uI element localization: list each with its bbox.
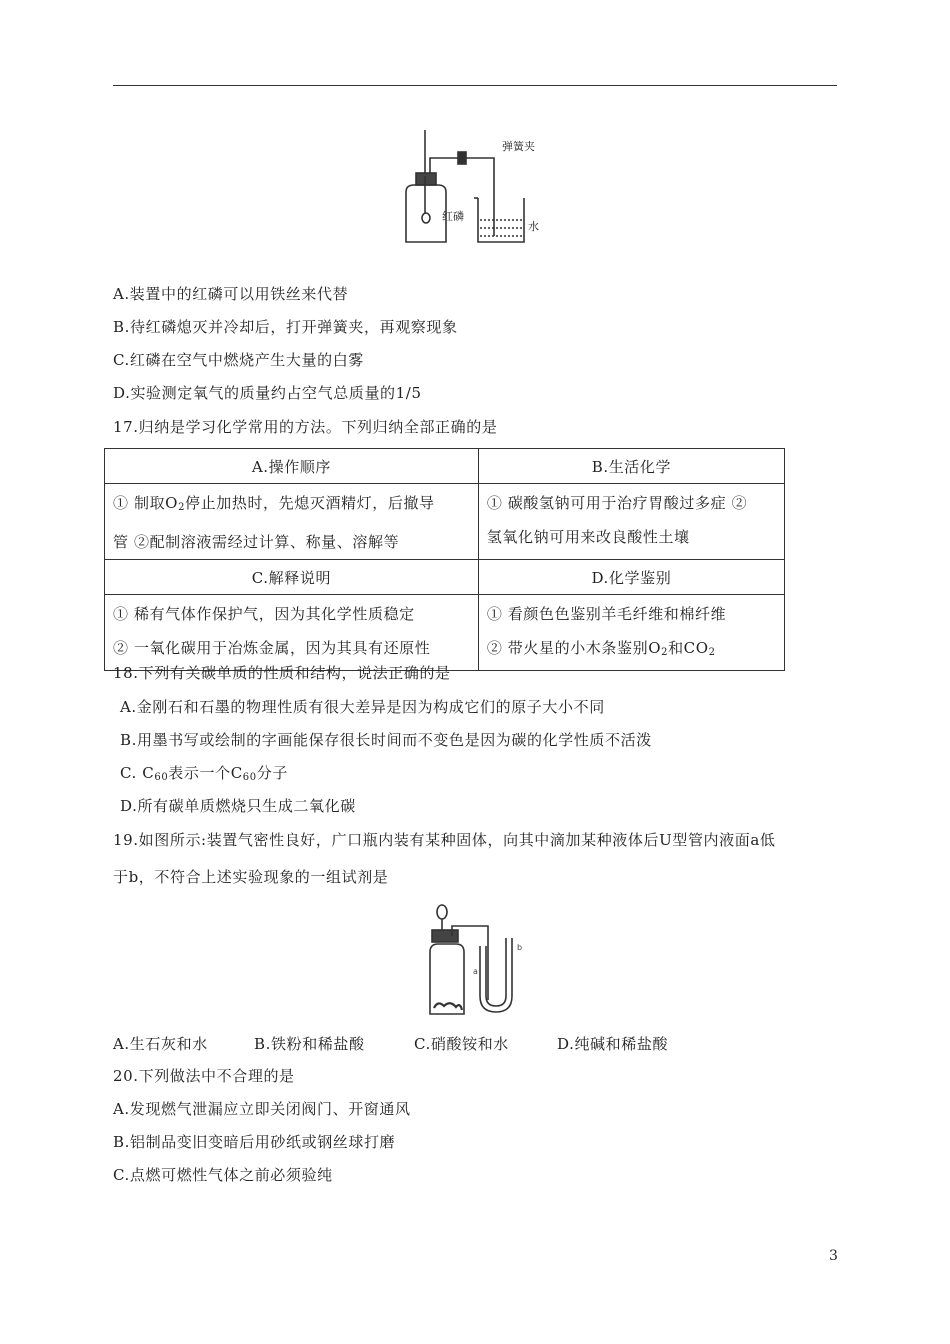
q19-option-d: D.纯碱和稀盐酸 bbox=[557, 1035, 669, 1053]
q19-option-b: B.铁粉和稀盐酸 bbox=[254, 1035, 365, 1053]
q16-option-d: D.实验测定氧气的质量约占空气总质量的1/5 bbox=[113, 384, 422, 402]
label-red-phosphorus: 红磷 bbox=[442, 210, 464, 223]
q17-a-line-2: 管 ②配制溶液需经过计算、称量、溶解等 bbox=[113, 533, 400, 551]
q19-stem-line-1: 19.如图所示:装置气密性良好，广口瓶内装有某种固体，向其中滴加某种液体后U型管内液面a低 bbox=[113, 831, 776, 849]
header-rule bbox=[113, 85, 837, 86]
q19-option-a: A.生石灰和水 bbox=[113, 1035, 208, 1053]
q17-b-line-2: 氢氧化钠可用来改良酸性土壤 bbox=[486, 528, 690, 546]
q18-option-a: A.金刚石和石墨的物理性质有很大差异是因为构成它们的原子大小不同 bbox=[120, 698, 605, 716]
label-clip: 弹簧夹 bbox=[502, 140, 535, 153]
q17-b-header: B.生活化学 bbox=[478, 449, 784, 484]
q17-c-header: C.解释说明 bbox=[105, 560, 479, 595]
q18-option-b: B.用墨书写或绘制的字画能保存很长时间而不变色是因为碳的化学性质不活泼 bbox=[120, 731, 652, 749]
q18-option-c: C. $C_{60}$表示一个$C_{60}$分子 bbox=[120, 764, 288, 783]
label-a: a bbox=[473, 967, 478, 976]
q16-option-c: C.红磷在空气中燃烧产生大量的白雾 bbox=[113, 351, 364, 369]
q17-c-line-1: ① 稀有气体作保护气，因为其化学性质稳定 bbox=[113, 605, 415, 623]
q17-b-line-1: ① 碳酸氢钠可用于治疗胃酸过多症 ② bbox=[486, 494, 748, 512]
q18-stem: 18.下列有关碳单质的性质和结构，说法正确的是 bbox=[113, 664, 451, 682]
q17-a-body bbox=[105, 484, 479, 560]
q17-d-header: D.化学鉴别 bbox=[478, 560, 784, 595]
q20-option-c: C.点燃可燃性气体之前必须验纯 bbox=[113, 1166, 333, 1184]
q17-b-body bbox=[478, 484, 784, 560]
q16-option-a: A.装置中的红磷可以用铁丝来代替 bbox=[113, 285, 349, 303]
phosphorus-apparatus-figure bbox=[400, 128, 560, 248]
q17-a-header: A.操作顺序 bbox=[105, 449, 479, 484]
q17-c-body bbox=[105, 595, 479, 671]
u-tube-apparatus-figure bbox=[420, 900, 540, 1020]
q17-d-line-2: ② 带火星的小木条鉴别$O_2$和$CO_2$ bbox=[486, 639, 716, 658]
q20-option-b: B.铝制品变旧变暗后用砂纸或钢丝球打磨 bbox=[113, 1133, 396, 1151]
q17-stem: 17.归纳是学习化学常用的方法。下列归纳全部正确的是 bbox=[113, 418, 498, 436]
q19-option-c: C.硝酸铵和水 bbox=[414, 1035, 509, 1053]
q16-option-b: B.待红磷熄灭并冷却后，打开弹簧夹，再观察现象 bbox=[113, 318, 458, 336]
q19-stem-line-2: 于b，不符合上述实验现象的一组试剂是 bbox=[113, 868, 389, 886]
label-b: b bbox=[517, 943, 523, 952]
q17-a-line-1: ① 制取$O_2$停止加热时，先熄灭酒精灯，后撤导 bbox=[113, 494, 435, 513]
q17-c-line-2: ② 一氧化碳用于冶炼金属，因为其具有还原性 bbox=[113, 639, 431, 657]
q18-option-d: D.所有碳单质燃烧只生成二氧化碳 bbox=[120, 797, 356, 815]
q20-stem: 20.下列做法中不合理的是 bbox=[113, 1067, 295, 1085]
q17-d-body bbox=[478, 595, 784, 671]
label-water: 水 bbox=[528, 220, 539, 233]
q17-d-line-1: ① 看颜色色鉴别羊毛纤维和棉纤维 bbox=[486, 605, 727, 623]
q20-option-a: A.发现燃气泄漏应立即关闭阀门、开窗通风 bbox=[113, 1100, 411, 1118]
page-number: 3 bbox=[829, 1248, 838, 1264]
q17-table bbox=[104, 448, 785, 671]
